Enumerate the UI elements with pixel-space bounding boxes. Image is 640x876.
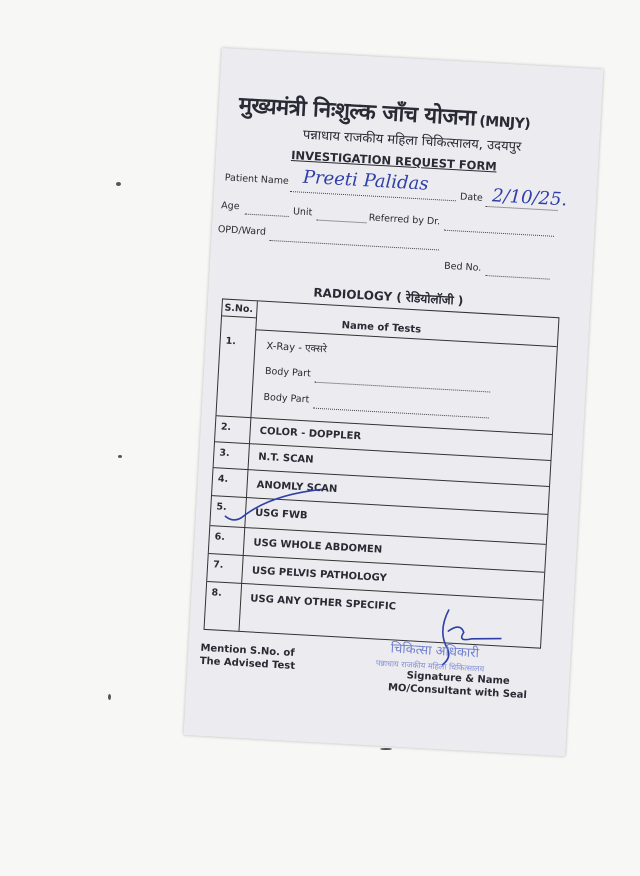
row-7-number: 7. [212,559,224,571]
opd-ward-line [269,239,439,250]
patient-name-label: Patient Name [224,172,290,187]
form-name: INVESTIGATION REQUEST FORM [290,148,498,174]
opd-ward-label: OPD/Ward [217,224,267,238]
sno-header: S.No. [224,302,254,316]
stamp-officer-title: चिकित्सा अधिकारी [390,641,480,662]
body-part-2-line [313,407,489,419]
column-separator [238,301,257,631]
test-name-header: Name of Tests [341,320,422,336]
scheme-name-hindi: मुख्यमंत्री निःशुल्क जाँच योजना [238,92,477,132]
row-3-test: N.T. SCAN [257,451,314,466]
mention-line-2: The Advised Test [199,655,296,673]
mention-instruction [199,642,296,673]
row-3-number: 3. [219,447,230,460]
unit-label: Unit [292,206,313,219]
bed-no-line [486,274,550,280]
body-part-2-label: Body Part [263,391,310,406]
paper-speck [108,694,111,700]
referred-by-label: Referred by Dr. [368,212,441,228]
row-4-test: ANOMLY SCAN [256,479,338,496]
tests-table [203,298,559,648]
date-label: Date [459,191,484,204]
age-label: Age [220,200,240,213]
signature-line-1: Signature & Name [406,670,511,688]
row-4-number: 4. [217,473,229,486]
signature-block [382,668,533,702]
hospital-name: पन्नाधाय राजकीय महिला चिकित्सालय, उदयपुर [302,127,522,155]
bed-no-label: Bed No. [443,260,482,274]
row-8-test: USG ANY OTHER SPECIFIC [249,593,397,613]
investigation-request-form [184,48,604,756]
row-8-number: 8. [211,587,223,599]
paper-speck [116,182,121,186]
row-5-test: USG FWB [254,507,308,522]
scheme-abbreviation: (MNJY) [478,113,531,133]
paper-speck [118,455,122,458]
sno-header-divider [222,315,256,318]
unit-line [317,219,367,224]
body-part-1-line [314,381,490,393]
row-1-test: X-Ray - एक्सरे [266,340,328,356]
row-5-number: 5. [216,501,227,513]
row-6-number: 6. [214,531,226,543]
row-7-test: USG PELVIS PATHOLOGY [251,565,388,585]
signature-line-2: MO/Consultant with Seal [387,682,528,702]
row-1-number: 1. [225,335,237,348]
referred-by-line [444,229,554,237]
row-6-test: USG WHOLE ABDOMEN [253,537,383,556]
row-2-test: COLOR - DOPPLER [259,425,362,443]
mention-line-1: Mention S.No. of [200,642,295,659]
date-value: 2/10/25. [491,185,568,211]
row-2-number: 2. [220,421,232,434]
body-part-1-label: Body Part [264,365,312,380]
radiology-section-title: RADIOLOGY ( रेडियोलॉजी ) [313,285,464,308]
patient-name-value: Preeti Palidas [302,166,430,195]
stamp-hospital-line: पन्नाधाय राजकीय महिला चिकित्सालय [375,658,485,674]
age-line [245,213,289,217]
paper-speck [380,748,392,750]
